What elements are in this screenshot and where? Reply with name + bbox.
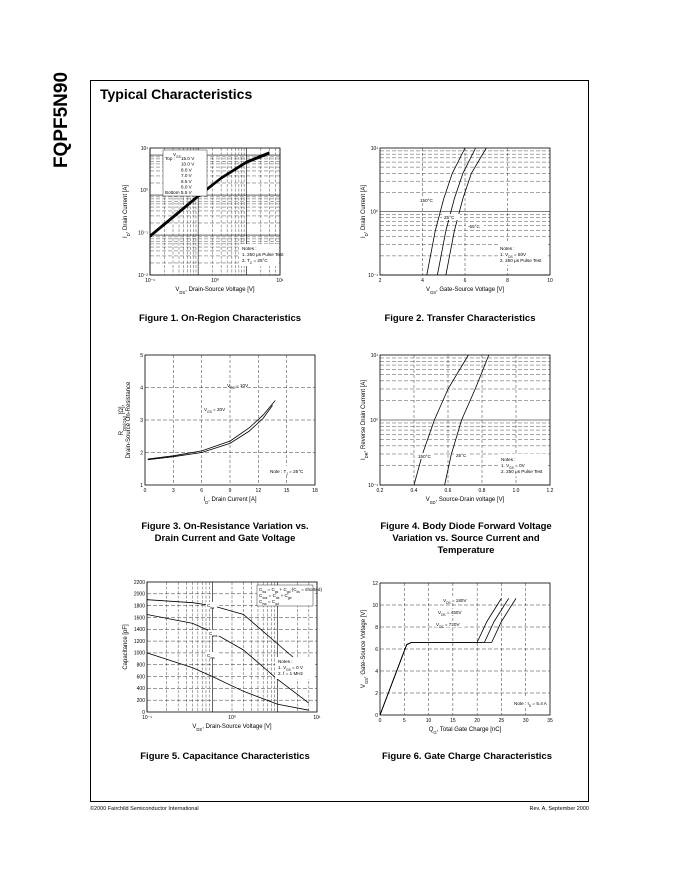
x-tick-label: 10⁰ xyxy=(228,715,236,721)
figure-4-caption-line-2: Variation vs. Source Current and xyxy=(392,533,540,544)
y-tick-label: 1200 xyxy=(133,638,145,645)
note-line: Note : $T_J = 25^\circ C$ xyxy=(270,469,304,476)
x-tick-label: 15 xyxy=(283,488,290,494)
y-tick-label: 10¹ xyxy=(370,352,378,359)
page-heading: Typical Characteristics xyxy=(100,86,253,102)
note-line: Note : $I_D = 5.4$ A xyxy=(514,701,547,708)
figure-1-chart xyxy=(115,140,290,300)
x-axis-label: $Q_G$, Total Gate Charge [nC] xyxy=(428,727,502,735)
curve-annotation: $V_{GS} = 20V$ xyxy=(204,407,226,414)
y-tick-label: 1 xyxy=(140,482,143,489)
x-tick-label: 4 xyxy=(421,278,424,284)
figure-3-chart xyxy=(115,345,325,510)
figure-4-caption-line-3: Temperature xyxy=(437,545,495,556)
note-line: Notes : xyxy=(278,659,293,664)
y-tick-label: 10⁻¹ xyxy=(138,230,148,237)
x-tick-label: 0 xyxy=(143,488,147,494)
y-axis-label: $I_D$, Drain Current [A] xyxy=(123,184,131,239)
legend-entry: $C_{oss} = C_{ds} + C_{gd}$ xyxy=(259,593,292,600)
x-tick-label: 10 xyxy=(425,718,432,724)
x-tick-label: 3 xyxy=(171,488,175,494)
y-axis-label: $I_D$, Drain Current [A] xyxy=(361,184,369,239)
curve-annotation: 25°C xyxy=(444,215,455,220)
legend-entry: 6.0 V xyxy=(181,184,192,190)
x-tick-label: 20 xyxy=(474,718,480,724)
part-number-title: FQPF5N90 xyxy=(51,71,72,169)
x-tick-label: 2 xyxy=(378,278,382,284)
note-line: 1. $V_{GS} = 0$ V xyxy=(278,665,303,672)
curve-annotation: 25°C xyxy=(456,453,467,458)
note-line: 2. f = 1 MHz xyxy=(278,671,303,676)
note-line: 1. 250 μs Pulse Test xyxy=(242,252,284,257)
y-tick-label: 0 xyxy=(142,709,145,716)
x-tick-label: 1.2 xyxy=(546,488,554,494)
y-tick-label: 400 xyxy=(136,686,145,693)
y-axis-label: Capacitance [pF] xyxy=(123,624,129,670)
y-tick-label: 1800 xyxy=(133,603,145,610)
x-tick-label: 25 xyxy=(498,718,505,724)
figure-1-caption: Figure 1. On-Region Characteristics xyxy=(138,313,302,324)
x-axis-label: $V_{DS}$, Drain-Source Voltage [V] xyxy=(192,724,272,732)
x-tick-label: 6 xyxy=(463,278,467,284)
y-tick-label: 2 xyxy=(140,450,143,457)
figure-4-chart xyxy=(350,345,560,510)
x-tick-label: 10¹ xyxy=(313,715,321,721)
y-tick-label: 10⁻¹ xyxy=(368,272,378,279)
x-tick-label: 9 xyxy=(228,488,232,494)
legend-bottom-label: Bottom : xyxy=(165,190,183,195)
x-tick-label: 0.2 xyxy=(376,488,384,494)
figure-6-caption: Figure 6. Gate Charge Characteristics xyxy=(381,751,552,762)
x-tick-label: 10¹ xyxy=(276,278,284,284)
footer-copyright: ©2000 Fairchild Semiconductor International xyxy=(90,806,199,812)
y-tick-label: 3 xyxy=(140,417,143,424)
curve-annotation: $V_{GS} = 10V$ xyxy=(227,383,249,390)
y-axis-label: $I_{DR}$, Reverse Drain Current [A] xyxy=(361,379,369,461)
curve-annotation: $C_{iss}$ xyxy=(207,603,215,610)
y-tick-label: 6 xyxy=(375,646,378,653)
figure-3-caption-line-2: Drain Current and Gate Voltage xyxy=(154,533,296,544)
y-tick-label: 4 xyxy=(140,385,143,392)
x-tick-label: 15 xyxy=(450,718,456,724)
figure-5-caption: Figure 5. Capacitance Characteristics xyxy=(140,751,310,762)
curve-annotation: $V_{DS} = 720V$ xyxy=(436,622,460,629)
note-line: 1. $V_{DS} = 50V$ xyxy=(500,252,527,259)
curve-annotation: $C_{rss}$ xyxy=(207,653,215,660)
note-line: 2. 250 μs Pulse Test xyxy=(501,469,543,474)
note-line: Notes : xyxy=(242,246,257,251)
y-tick-label: 10¹ xyxy=(140,145,148,152)
y-tick-label: 10⁻¹ xyxy=(368,482,378,489)
figure-4-caption-line-1: Figure 4. Body Diode Forward Voltage xyxy=(380,521,552,532)
x-tick-label: 0.4 xyxy=(410,488,418,494)
y-tick-label: 2 xyxy=(375,690,378,697)
x-tick-label: 30 xyxy=(522,718,529,724)
x-tick-label: 0 xyxy=(378,718,382,724)
x-tick-label: 5 xyxy=(402,718,406,724)
x-tick-label: 18 xyxy=(312,488,318,494)
y-tick-label: 4 xyxy=(375,668,378,675)
y-axis-label: $V_{GS}$, Gate-Source Voltage [V] xyxy=(361,609,369,689)
x-tick-label: 12 xyxy=(255,488,262,494)
y-tick-label: 1400 xyxy=(133,627,145,634)
figure-6-chart xyxy=(350,575,560,740)
x-axis-label: $V_{DS}$, Drain-Source Voltage [V] xyxy=(175,287,255,295)
y-tick-label: 0 xyxy=(375,712,378,719)
y-tick-label: 2200 xyxy=(133,579,145,586)
figure-2-caption: Figure 2. Transfer Characteristics xyxy=(384,313,536,324)
x-tick-label: 10⁰ xyxy=(211,278,219,284)
x-tick-label: 0.8 xyxy=(478,488,486,494)
x-tick-label: 8 xyxy=(506,278,509,284)
curve-annotation: -55°C xyxy=(468,224,480,229)
legend-entry: 10.0 V xyxy=(181,161,195,167)
legend-entry: $C_{iss} = C_{gs} + C_{gd}$ ($C_{ds}$ = shorted) xyxy=(259,587,323,594)
y-tick-label: 1600 xyxy=(133,615,145,622)
footer-revision: Rev. A, September 2000 xyxy=(529,806,589,812)
y-tick-label: 10⁰ xyxy=(370,209,378,216)
y-tick-label: 800 xyxy=(136,662,145,669)
y-tick-label: 600 xyxy=(136,674,145,681)
x-tick-label: 0.6 xyxy=(444,488,452,494)
x-axis-label: $I_D$, Drain Current [A] xyxy=(203,497,257,505)
x-tick-label: 10⁻¹ xyxy=(142,715,152,721)
x-axis-label: $V_{SD}$, Source-Drain voltage [V] xyxy=(425,497,505,505)
y-axis-label: $R_{DS(ON)}$ [Ω], xyxy=(119,404,127,436)
legend-entry: $C_{rss} = C_{gd}$ xyxy=(259,599,279,606)
x-tick-label: 1.0 xyxy=(512,488,520,494)
x-tick-label: 6 xyxy=(200,488,204,494)
y-tick-label: 1000 xyxy=(133,650,145,657)
figure-3-caption-line-1: Figure 3. On-Resistance Variation vs. xyxy=(141,521,309,532)
y-tick-label: 10⁻² xyxy=(138,272,148,279)
y-axis-label: Drain-Source On-Resistance xyxy=(126,381,132,459)
legend-entry: 6.5 V xyxy=(181,178,192,184)
legend-entry: 15.0 V xyxy=(181,156,195,161)
x-tick-label: 10 xyxy=(547,278,553,284)
legend-entry: 5.5 V xyxy=(181,190,192,196)
curve-annotation: $C_{oss}$ xyxy=(209,631,218,638)
y-tick-label: 200 xyxy=(136,697,145,704)
x-tick-label: 35 xyxy=(547,718,553,724)
figure-5-chart xyxy=(115,575,325,740)
curve-annotation: $V_{DS} = 180V$ xyxy=(443,598,467,605)
y-tick-label: 8 xyxy=(375,624,378,631)
note-line: 2. $T_C = 25^\circ C$ xyxy=(242,258,268,265)
y-tick-label: 10⁰ xyxy=(370,417,378,424)
figure-3-caption xyxy=(125,521,325,545)
figure-2-chart xyxy=(350,140,560,300)
legend-entry: 8.0 V xyxy=(181,167,192,173)
series-line xyxy=(380,598,516,715)
x-tick-label: 10⁻¹ xyxy=(145,278,155,284)
curve-annotation: 150°C xyxy=(418,454,431,459)
figure-4-caption xyxy=(366,521,566,557)
y-tick-label: 10¹ xyxy=(370,145,378,152)
note-line: 2. 250 μs Pulse Test xyxy=(500,258,542,263)
legend-entry: 7.0 V xyxy=(181,173,192,179)
y-tick-label: 2000 xyxy=(133,591,145,598)
y-tick-label: 10 xyxy=(372,602,378,609)
y-tick-label: 12 xyxy=(372,580,378,587)
legend-title: $V_{GS}$ xyxy=(173,152,181,159)
curve-annotation: $V_{DS} = 450V$ xyxy=(438,610,462,617)
x-axis-label: $V_{GS}$, Gate-Source Voltage [V] xyxy=(425,287,505,295)
note-line: 1. $V_{GS} = 0V$ xyxy=(501,463,525,470)
note-line: Notes : xyxy=(500,246,515,251)
y-tick-label: 5 xyxy=(140,352,143,359)
note-line: Notes : xyxy=(501,457,516,462)
y-tick-label: 10⁰ xyxy=(140,188,148,195)
legend-top-label: Top : xyxy=(165,156,175,161)
curve-annotation: 150°C xyxy=(420,198,433,203)
